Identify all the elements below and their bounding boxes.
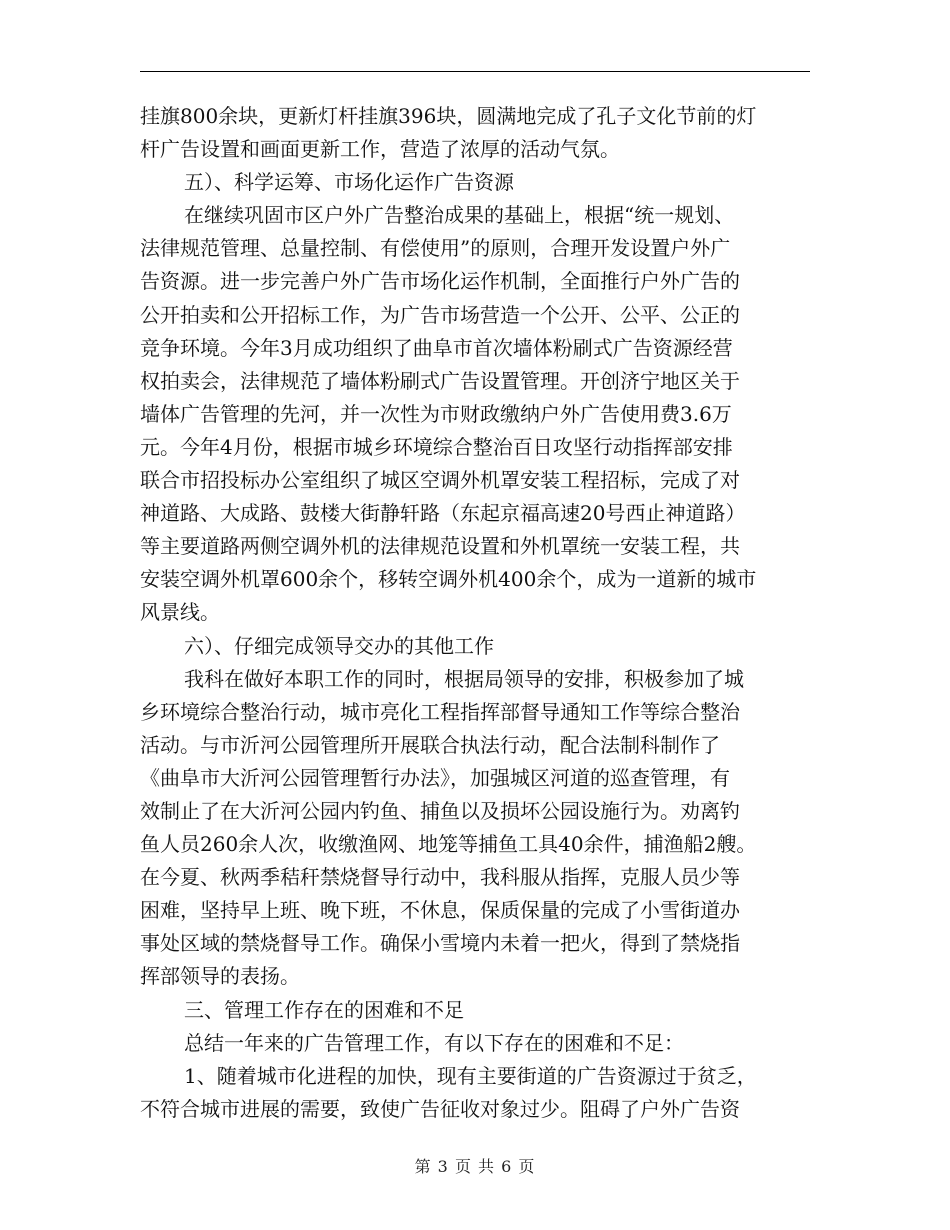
text-line: 我科在做好本职工作的同时，根据局领导的安排，积极参加了城 — [184, 666, 744, 691]
text-line: 风景线。 — [140, 600, 220, 625]
text-line: 鱼人员260余人次，收缴渔网、地笼等捕鱼工具40余件，捕渔船2艘。 — [140, 832, 757, 857]
text-line: 活动。与市沂河公园管理所开展联合执法行动，配合法制科制作了 — [140, 732, 720, 757]
header-rule — [140, 71, 810, 72]
text-line: 权拍卖会，法律规范了墙体粉刷式广告设置管理。开创济宁地区关于 — [140, 368, 740, 393]
text-line: 1、随着城市化进程的加快，现有主要街道的广告资源过于贫乏， — [184, 1063, 757, 1088]
text-line: 效制止了在大沂河公园内钓鱼、捕鱼以及损坏公园设施行为。劝离钓 — [140, 798, 740, 823]
text-line: 墙体广告管理的先河，并一次性为市财政缴纳户外广告使用费3.6万 — [140, 401, 732, 426]
text-line: 联合市招投标办公室组织了城区空调外机罩安装工程招标，完成了对 — [140, 468, 740, 493]
text-line: 五）、科学运筹、市场化运作广告资源 — [184, 170, 514, 195]
text-line: 《曲阜市大沂河公园管理暂行办法》，加强城区河道的巡查管理，有 — [140, 765, 730, 790]
text-line: 告资源。进一步完善户外广告市场化运作机制，全面推行户外广告的 — [140, 269, 740, 294]
text-line: 挂旗800余块，更新灯杆挂旗396块，圆满地完成了孔子文化节前的灯 — [140, 104, 757, 128]
text-line: 神道路、大成路、鼓楼大街静轩路（东起京福高速20号西止神道路） — [140, 501, 746, 526]
text-line: 安装空调外机罩600余个，移转空调外机400余个，成为一道新的城市 — [140, 567, 757, 592]
text-line: 法律规范管理、总量控制、有偿使用”的原则，合理开发设置户外广 — [140, 236, 731, 261]
text-line: 总结一年来的广告管理工作，有以下存在的困难和不足： — [184, 1030, 684, 1055]
text-line: 杆广告设置和画面更新工作，营造了浓厚的活动气氛。 — [140, 137, 620, 162]
text-line: 不符合城市进展的需要，致使广告征收对象过少。阻碍了户外广告资 — [140, 1096, 740, 1121]
text-line: 事处区域的禁烧督导工作。确保小雪境内未着一把火，得到了禁烧指 — [140, 931, 740, 956]
text-line: 在继续巩固市区户外广告整治成果的基础上，根据“统一规划、 — [184, 203, 735, 228]
text-line: 在今夏、秋两季秸秆禁烧督导行动中，我科服从指挥，克服人员少等 — [140, 865, 740, 890]
text-line: 三、管理工作存在的困难和不足 — [184, 997, 464, 1022]
text-line: 困难，坚持早上班、晚下班，不休息，保质保量的完成了小雪街道办 — [140, 898, 740, 923]
text-line: 竞争环境。今年3月成功组织了曲阜市首次墙体粉刷式广告资源经营 — [140, 335, 733, 360]
text-line: 挥部领导的表扬。 — [140, 964, 300, 989]
page-number-footer: 第 3 页 共 6 页 — [414, 1157, 536, 1176]
text-line: 六）、仔细完成领导交办的其他工作 — [184, 633, 494, 658]
text-line: 元。今年4月份，根据市城乡环境综合整治百日攻坚行动指挥部安排 — [140, 434, 733, 459]
text-line: 公开拍卖和公开招标工作，为广告市场营造一个公开、公平、公正的 — [140, 302, 740, 327]
document-body — [140, 100, 820, 1126]
text-line: 乡环境综合整治行动，城市亮化工程指挥部督导通知工作等综合整治 — [140, 699, 740, 724]
text-line: 等主要道路两侧空调外机的法律规范设置和外机罩统一安装工程，共 — [140, 534, 740, 559]
